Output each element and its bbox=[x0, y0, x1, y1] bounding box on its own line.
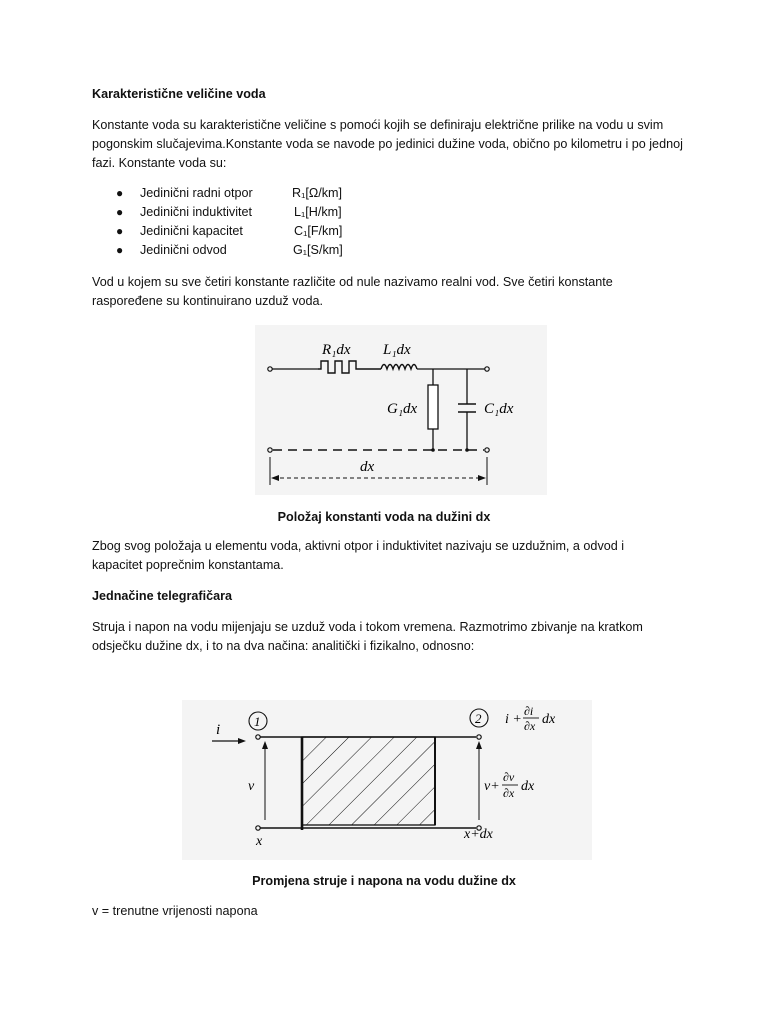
label-node1: 1 bbox=[254, 714, 261, 729]
junction-dot bbox=[465, 448, 469, 452]
label-x-dx: x+dx bbox=[464, 827, 493, 842]
list-item bbox=[116, 241, 516, 260]
label-dx: dx bbox=[360, 459, 375, 475]
figure-caption: Promjena struje i napona na vodu dužine dx bbox=[252, 874, 516, 888]
telegrapher-intro-paragraph: Struja i napon na vodu mijenjaju se uzduž voda i tokom vremena. Razmotrimo zbivanje na kratkom odsječku dužine dx, i to na dva načina: analitički i fizikalno, odnosno: bbox=[92, 620, 643, 653]
label-g1dx: G₁dx bbox=[387, 401, 418, 417]
label-v-out-suffix: dx bbox=[521, 779, 535, 794]
junction-dot bbox=[431, 448, 435, 452]
list-item bbox=[116, 203, 516, 222]
constant-unit: G₁[S/km] bbox=[293, 243, 343, 257]
constant-unit: R₁[Ω/km] bbox=[292, 186, 343, 200]
constant-label: Jedinični kapacitet bbox=[140, 224, 243, 238]
label-di: ∂i bbox=[524, 704, 534, 718]
bullet-icon: ● bbox=[116, 243, 124, 257]
label-i-out-prefix: i + bbox=[505, 712, 522, 727]
label-v-out-prefix: v+ bbox=[484, 779, 500, 794]
label-node2: 2 bbox=[475, 711, 482, 726]
bullet-icon: ● bbox=[116, 224, 124, 238]
label-i: i bbox=[216, 722, 221, 738]
bullet-icon: ● bbox=[116, 205, 124, 219]
line-element-region bbox=[302, 737, 435, 825]
label-i-out-suffix: dx bbox=[542, 712, 556, 727]
list-item bbox=[116, 184, 516, 203]
section-heading: Jednačine telegrafičara bbox=[92, 589, 233, 603]
figure-caption: Položaj konstanti voda na dužini dx bbox=[277, 510, 491, 524]
constants-position-paragraph: Zbog svog položaja u elementu voda, aktivni otpor i induktivitet nazivaju se uzdužnim, a odvod i kapacitet poprečnim konstantama. bbox=[92, 539, 625, 572]
constant-label: Jedinični induktivitet bbox=[140, 205, 253, 219]
constant-unit: L₁[H/km] bbox=[294, 205, 342, 219]
constant-unit: C₁[F/km] bbox=[294, 224, 343, 238]
label-dv: ∂v bbox=[503, 770, 515, 784]
conductance-symbol bbox=[428, 385, 438, 429]
label-x: x bbox=[256, 834, 263, 849]
line-segment-diagram bbox=[182, 700, 592, 860]
label-dx-den2: ∂x bbox=[503, 786, 515, 800]
constants-list bbox=[116, 184, 516, 260]
section-heading: Karakteristične veličine voda bbox=[92, 87, 266, 101]
realni-vod-paragraph: Vod u kojem su sve četiri konstante različite od nule nazivamo realni vod. Sve četiri konstante raspoređene su kontinuirano uzduž voda. bbox=[92, 275, 613, 308]
bullet-icon: ● bbox=[116, 186, 124, 200]
label-c1dx: C₁dx bbox=[484, 401, 514, 417]
label-l1dx: L₁dx bbox=[383, 342, 411, 358]
constant-label: Jedinični radni otpor bbox=[140, 186, 253, 200]
label-r1dx: R₁dx bbox=[322, 342, 351, 358]
label-dx-den: ∂x bbox=[524, 719, 536, 733]
list-item bbox=[116, 222, 516, 241]
constant-label: Jedinični odvod bbox=[140, 243, 227, 257]
intro-paragraph: Konstante voda su karakteristične veličine s pomoći kojih se definiraju električne prilike na vodu u svim pogonskim slučajevima.Konstante voda se navode po jedinici dužine voda, obično po kilometru i po jednoj fazi. Konstante voda su: bbox=[92, 118, 683, 170]
voltage-definition: v = trenutne vrijenosti napona bbox=[92, 904, 258, 918]
circuit-diagram bbox=[255, 325, 547, 495]
label-v: v bbox=[248, 779, 255, 794]
